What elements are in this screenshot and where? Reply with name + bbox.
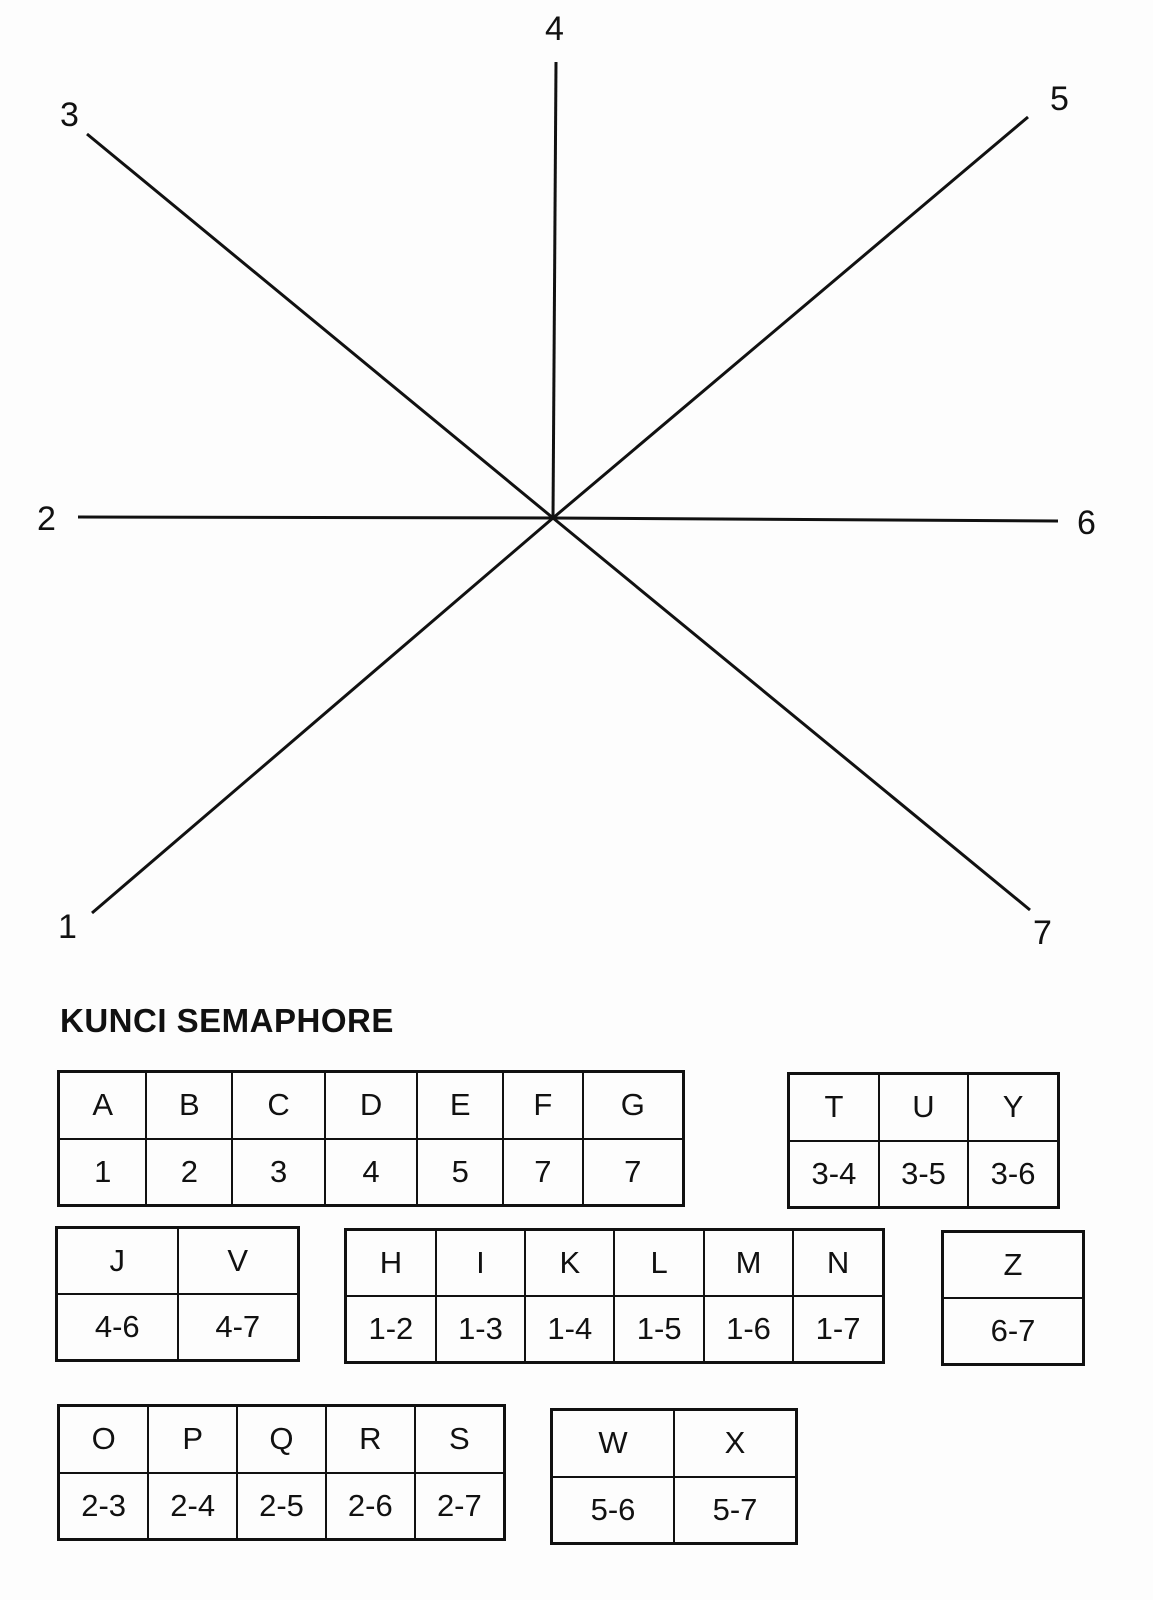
code-row [943,1298,1084,1365]
code-cell: 7 [583,1139,684,1206]
code-cell: 2-4 [148,1473,237,1540]
letter-cell: C [232,1072,324,1139]
direction-label-6: 6 [1077,504,1096,542]
letter-cell: O [59,1406,149,1473]
letter-cell: H [346,1230,436,1297]
code-cell: 5-7 [674,1477,797,1544]
code-cell: 1-4 [525,1296,614,1363]
code-cell: 1-2 [346,1296,436,1363]
code-row [346,1296,884,1363]
ray-6 [553,518,1058,521]
code-cell: 1 [59,1139,147,1206]
letter-row [789,1074,1059,1141]
code-cell: 4 [325,1139,417,1206]
code-cell: 1-6 [704,1296,793,1363]
code-row [59,1139,684,1206]
code-cell: 2-7 [415,1473,505,1540]
code-cell: 7 [503,1139,582,1206]
letter-cell: F [503,1072,582,1139]
code-cell: 1-5 [614,1296,703,1363]
code-cell: 1-7 [793,1296,883,1363]
direction-label-3: 3 [60,96,79,134]
key-title: KUNCI SEMAPHORE [60,1002,394,1039]
code-cell: 2 [146,1139,232,1206]
letter-cell: Z [943,1232,1084,1299]
code-cell: 2-6 [326,1473,415,1540]
direction-label-2: 2 [37,500,56,538]
letter-cell: K [525,1230,614,1297]
key-table-j-v [55,1226,300,1362]
ray-5 [553,117,1028,518]
letter-cell: I [436,1230,525,1297]
code-cell: 3-5 [879,1141,968,1208]
letter-cell: J [57,1228,178,1295]
letter-cell: P [148,1406,237,1473]
ray-3 [87,134,553,518]
letter-cell: R [326,1406,415,1473]
ray-2 [78,517,553,518]
letter-cell: M [704,1230,793,1297]
code-cell: 5 [417,1139,503,1206]
ray-7 [553,518,1030,910]
key-table-w-x [550,1408,798,1545]
code-cell: 3 [232,1139,324,1206]
letter-row [57,1228,299,1295]
direction-label-5: 5 [1050,80,1069,118]
letter-cell: V [178,1228,299,1295]
code-cell: 4-6 [57,1294,178,1361]
letter-cell: D [325,1072,417,1139]
letter-cell: Q [237,1406,326,1473]
key-table-h-n [344,1228,885,1364]
letter-row [59,1072,684,1139]
direction-label-7: 7 [1033,914,1052,952]
letter-cell: U [879,1074,968,1141]
code-cell: 4-7 [178,1294,299,1361]
key-table-o-s [57,1404,506,1541]
letter-row [346,1230,884,1297]
letter-cell: A [59,1072,147,1139]
letter-cell: E [417,1072,503,1139]
code-cell: 2-3 [59,1473,149,1540]
code-cell: 3-6 [968,1141,1058,1208]
ray-1 [92,518,553,913]
key-table-a-g [57,1070,685,1207]
code-cell: 2-5 [237,1473,326,1540]
letter-cell: Y [968,1074,1058,1141]
code-cell: 5-6 [552,1477,675,1544]
key-table-t-y [787,1072,1060,1209]
letter-cell: T [789,1074,879,1141]
code-cell: 3-4 [789,1141,879,1208]
letter-cell: X [674,1410,797,1477]
direction-label-1: 1 [58,908,77,946]
letter-cell: S [415,1406,505,1473]
letter-cell: G [583,1072,684,1139]
ray-4 [553,62,556,518]
code-row [59,1473,505,1540]
code-row [552,1477,797,1544]
letter-cell: B [146,1072,232,1139]
letter-cell: N [793,1230,883,1297]
code-row [789,1141,1059,1208]
code-row [57,1294,299,1361]
key-table-z [941,1230,1085,1366]
code-cell: 6-7 [943,1298,1084,1365]
letter-row [59,1406,505,1473]
letter-row [552,1410,797,1477]
letter-cell: L [614,1230,703,1297]
letter-cell: W [552,1410,675,1477]
direction-label-4: 4 [545,10,564,48]
code-cell: 1-3 [436,1296,525,1363]
letter-row [943,1232,1084,1299]
